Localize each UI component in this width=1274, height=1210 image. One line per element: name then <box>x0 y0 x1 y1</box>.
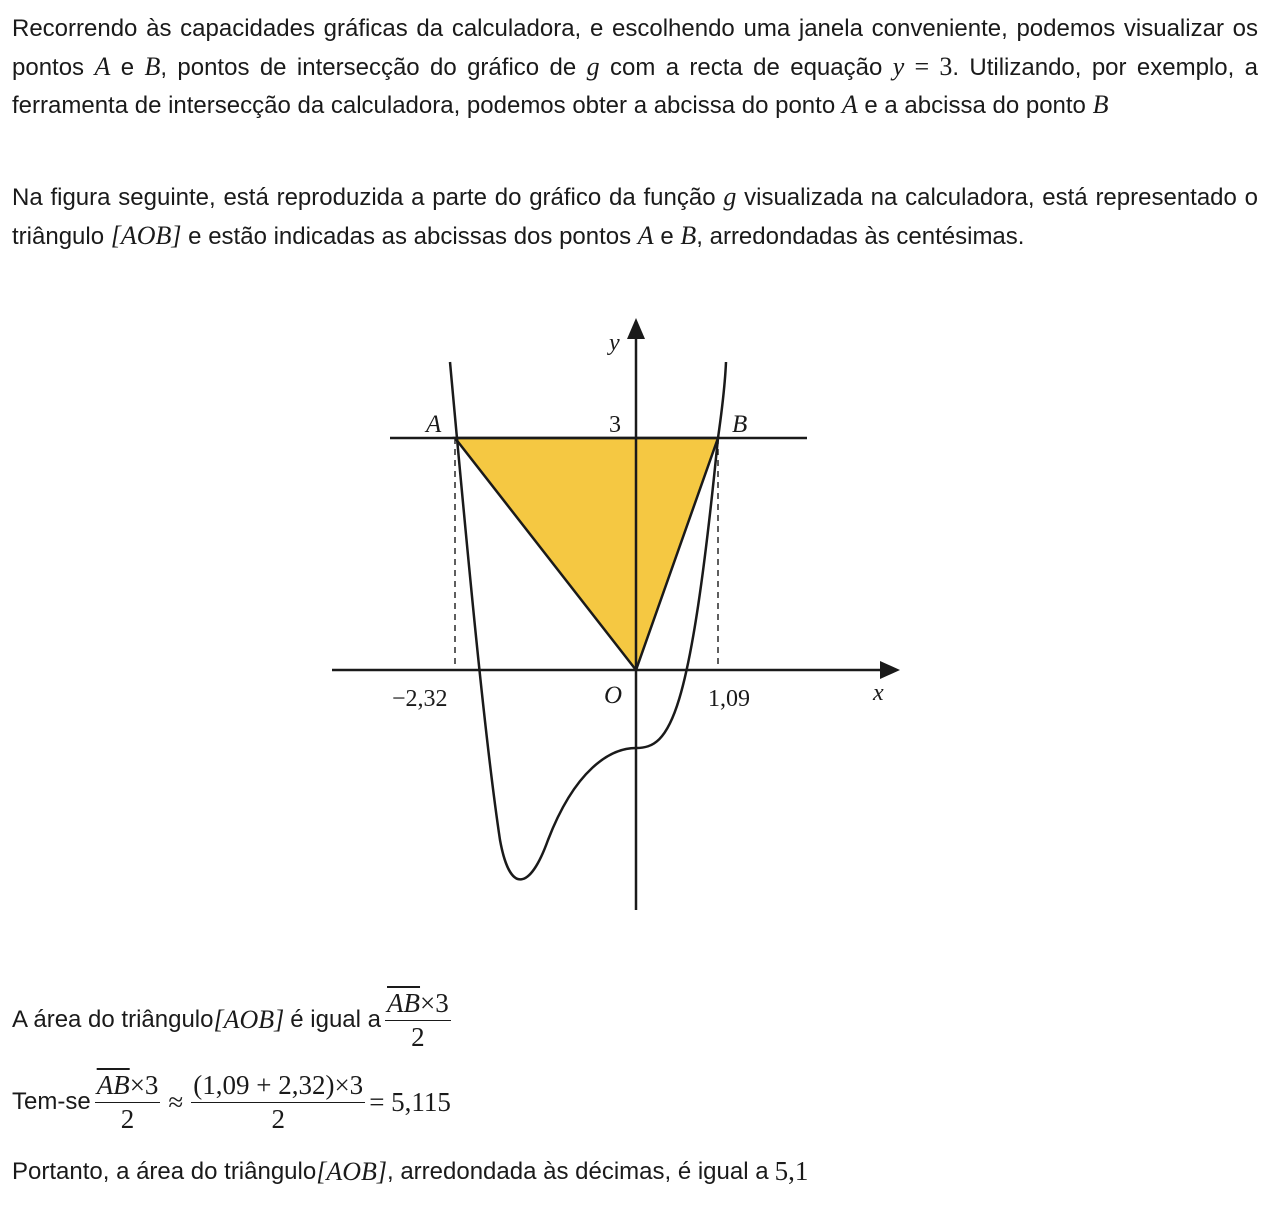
times-3: ×3 <box>129 1070 159 1100</box>
a-abscissa-label: −2,32 <box>392 686 448 712</box>
origin-label: O <box>604 682 623 709</box>
fraction-numerator <box>385 988 451 1021</box>
fraction-denominator: 2 <box>120 1104 135 1134</box>
segment-ab: $\overline{AB}$ <box>387 988 421 1018</box>
text-segment: visualizada na calculadora, está representado o triângulo <box>12 184 1258 250</box>
math-point-b: B <box>144 51 161 81</box>
text-segment: Recorrendo às capacidades gráficas da calculadora, e escolhendo uma janela conveniente, podemos visualizar os pontos <box>12 15 1258 81</box>
text-segment: , arredondada às décimas, é igual a <box>387 1157 769 1185</box>
math-function-g: g <box>723 182 737 211</box>
text-segment: Portanto, a área do triângulo <box>12 1157 317 1185</box>
text-segment: Tem-se <box>12 1088 91 1115</box>
figure-description-paragraph <box>12 178 1258 255</box>
computation-line <box>12 1070 451 1134</box>
math-point-b: B <box>680 220 697 250</box>
math-triangle: [AOB] <box>316 1156 387 1186</box>
y-axis-label: y <box>609 330 620 356</box>
function-graph-figure <box>0 300 1274 920</box>
point-b-label: B <box>732 411 748 438</box>
segment-ab: $\overline{AB}$ <box>96 1070 130 1100</box>
text-segment: . Utilizando, por exemplo, a ferramenta de intersecção da calculadora, podemos obter a abcissa do ponto <box>12 53 1259 119</box>
math-y: y <box>892 51 905 81</box>
triangle-aob <box>455 438 718 670</box>
text-segment: é igual a <box>290 1006 382 1033</box>
text-segment: A área do triângulo <box>12 1006 214 1033</box>
math-triangle: [AOB] <box>213 1005 285 1034</box>
math-point-a: A <box>841 90 858 119</box>
point-a-label: A <box>426 411 442 438</box>
math-point-a: A <box>94 51 111 81</box>
y-axis-arrow-icon <box>627 318 645 339</box>
intro-paragraph <box>12 10 1258 125</box>
text-segment: e <box>110 53 145 81</box>
math-eq: = 3 <box>904 51 953 81</box>
times-3: ×3 <box>420 988 449 1018</box>
math-point-a: A <box>637 220 654 250</box>
approx-symbol: ≈ <box>168 1086 184 1117</box>
text-segment: e a abcissa do ponto <box>857 92 1093 119</box>
computed-result: = 5,115 <box>369 1086 451 1117</box>
math-function-g: g <box>586 51 600 81</box>
fraction-denominator: 2 <box>411 1022 425 1052</box>
b-abscissa-label: 1,09 <box>708 686 750 712</box>
conclusion-line <box>12 1156 808 1187</box>
fraction-numerator <box>95 1070 161 1103</box>
fraction-denominator: 2 <box>271 1104 285 1134</box>
text-segment: Na figura seguinte, está reproduzida a parte do gráfico da função <box>12 184 724 211</box>
text-segment: e estão indicadas as abcissas dos pontos <box>181 222 638 250</box>
x-axis-label: x <box>873 680 884 706</box>
text-segment: , pontos de intersecção do gráfico de <box>160 53 587 81</box>
math-point-b: B <box>1092 90 1109 119</box>
numeric-fraction <box>191 1070 365 1134</box>
text-segment: , arredondadas às centésimas. <box>696 222 1025 250</box>
final-area-value: 5,1 <box>774 1156 809 1186</box>
x-axis-arrow-icon <box>880 661 900 679</box>
text-segment: e <box>653 222 681 250</box>
text-segment: com a recta de equação <box>599 53 893 81</box>
fraction-numerator: (1,09 + 2,32)×3 <box>191 1070 365 1103</box>
y-value-label: 3 <box>609 412 621 438</box>
area-fraction <box>95 1070 161 1134</box>
area-fraction <box>385 988 451 1052</box>
area-formula-line <box>12 988 455 1052</box>
math-triangle: [AOB] <box>110 220 182 250</box>
